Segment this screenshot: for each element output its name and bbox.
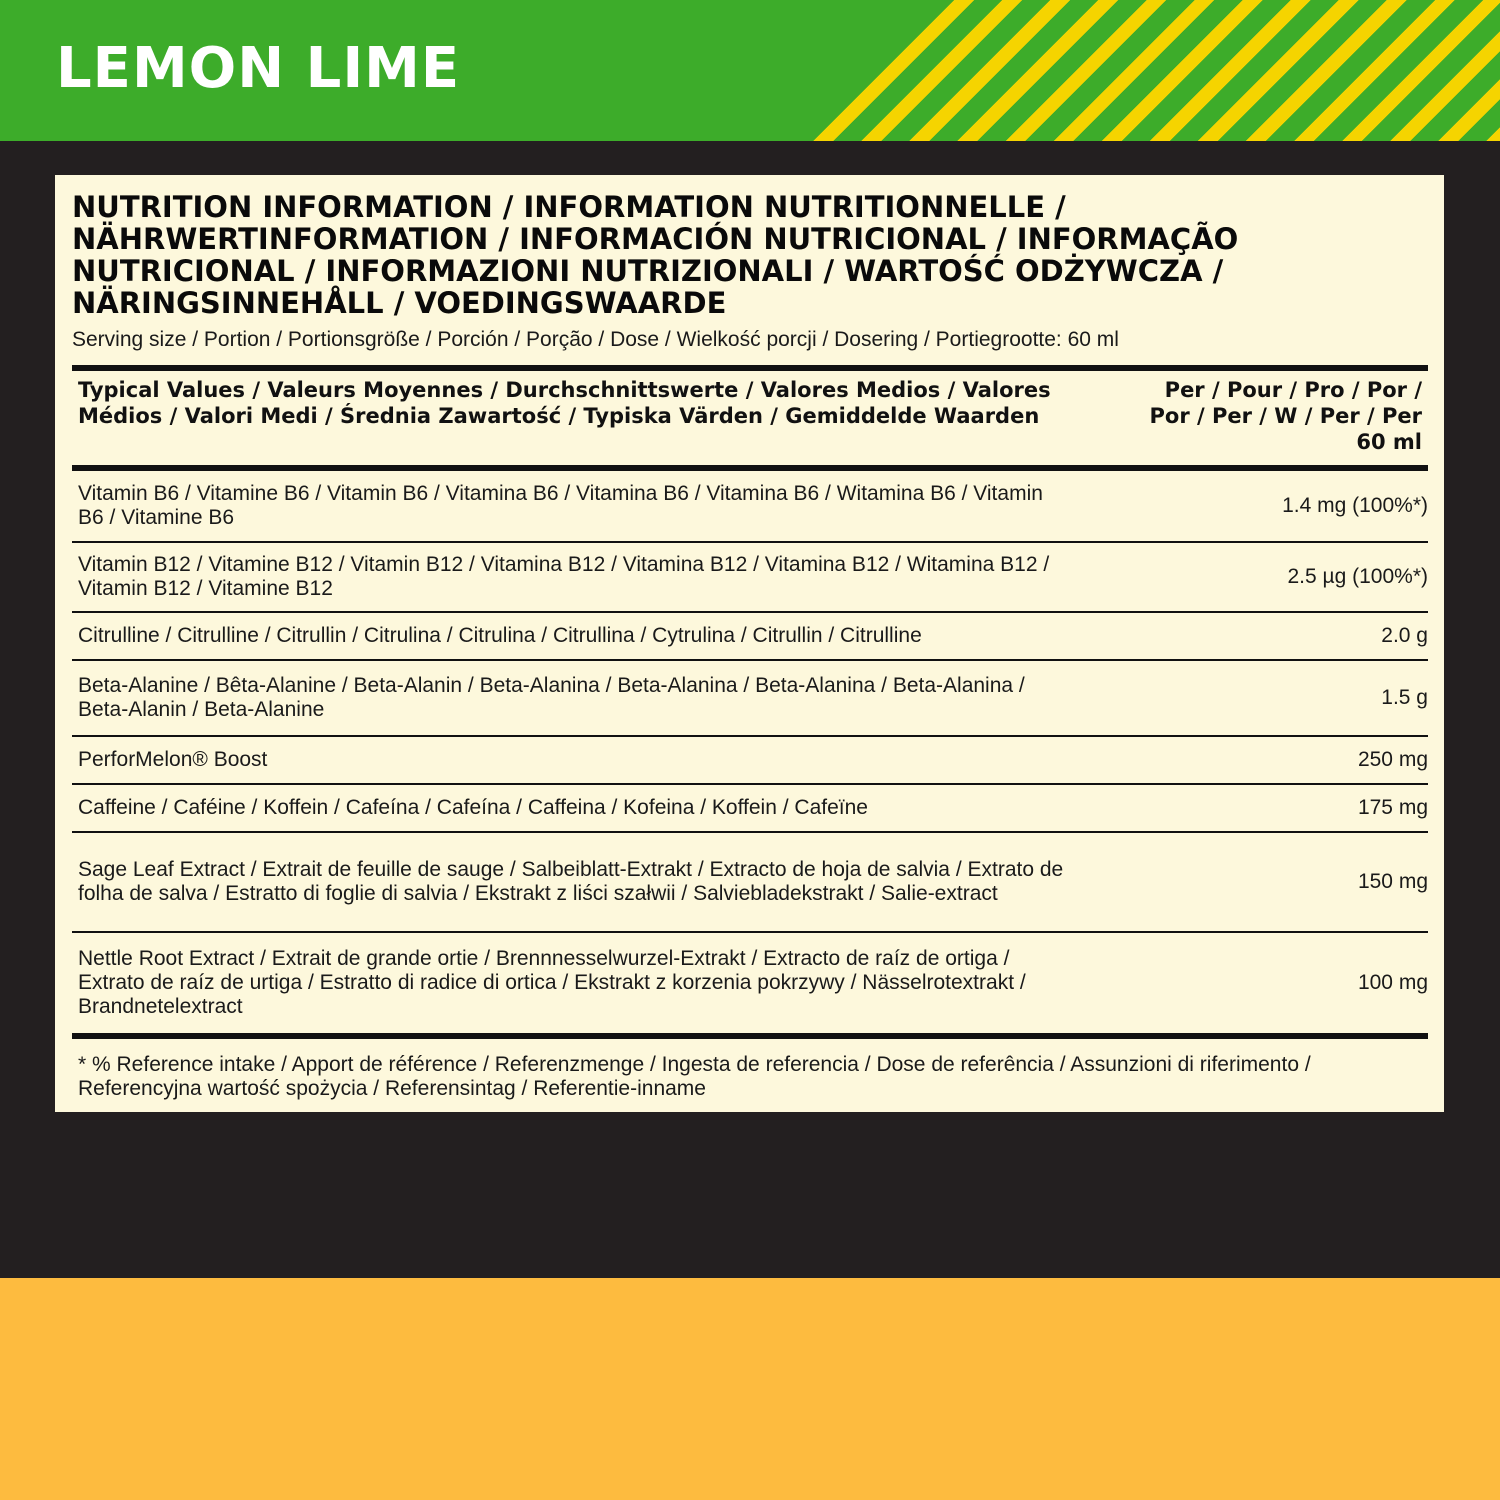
table-row xyxy=(72,543,1428,613)
nutrient-name: PerforMelon® Boost xyxy=(78,748,268,771)
table-row xyxy=(72,833,1428,933)
nutrient-value: 2.0 g xyxy=(1381,624,1428,647)
nutrition-heading: NUTRITION INFORMATION / INFORMATION NUTRITIONNELLE / NÄHRWERTINFORMATION / INFORMACIÓN NUTRICIONAL / INFORMAÇÃO NUTRICIONAL / INFORMAZIONI NUTRIZIONALI / WARTOŚĆ ODŻYWCZA / NÄRINGSINNEHÅLL / VOEDINGSWAARDE xyxy=(72,190,1239,320)
diagonal-stripes-decoration xyxy=(810,0,1500,141)
nutrient-value: 2.5 µg (100%*) xyxy=(1287,565,1428,588)
nutrient-name: Vitamin B6 / Vitamine B6 / Vitamin B6 / Vitamina B6 / Vitamina B6 / Vitamina B6 / Witamina B6 / Vitamin B6 / Vitamine B6 xyxy=(78,482,1043,529)
table-row xyxy=(72,933,1428,1033)
header-per-serving: Per / Pour / Pro / Por / Por / Per / W / Per / Per 60 ml xyxy=(1149,378,1422,454)
nutrient-value: 1.5 g xyxy=(1381,686,1428,709)
table-row xyxy=(72,613,1428,661)
table-row xyxy=(72,661,1428,737)
nutrient-name: Citrulline / Citrulline / Citrullin / Citrulina / Citrulina / Citrullina / Cytrulina / Citrullin / Citrulline xyxy=(78,624,922,647)
nutrient-name: Nettle Root Extract / Extrait de grande ortie / Brennnesselwurzel-Extrakt / Extracto de raíz de ortiga / Extrato de raíz de urtiga / Estratto di radice di ortica / Ekstrakt z korzenia pokrzywy / Nässelrotextrakt / Brandnetelextract xyxy=(78,947,1026,1018)
nutrient-name: Vitamin B12 / Vitamine B12 / Vitamin B12 / Vitamina B12 / Vitamina B12 / Vitamina B12 / Witamina B12 / Vitamin B12 / Vitamine B12 xyxy=(78,553,1050,600)
nutrient-value: 250 mg xyxy=(1357,748,1428,771)
table-row xyxy=(72,737,1428,785)
nutrition-panel xyxy=(55,175,1444,1112)
serving-size: Serving size / Portion / Portionsgröße / Porción / Porção / Dose / Wielkość porcji / Dosering / Portiegrootte: 60 ml xyxy=(72,328,1119,351)
table-header xyxy=(72,371,1428,471)
nutrient-name: Beta-Alanine / Bêta-Alanine / Beta-Alanin / Beta-Alanina / Beta-Alanina / Beta-Alanina / Beta-Alanina / Beta-Alanin / Beta-Alanine xyxy=(78,674,1025,721)
nutrient-value: 100 mg xyxy=(1357,971,1428,994)
reference-intake-footnote: * % Reference intake / Apport de référence / Referenzmenge / Ingesta de referencia / Dose de referência / Assunzioni di riferimento / Referencyjna wartość spożycia / Referensintag / Referentie-inname xyxy=(78,1053,1311,1100)
nutrient-value: 1.4 mg (100%*) xyxy=(1282,494,1428,517)
flavor-title: LEMON LIME xyxy=(56,36,461,101)
nutrient-value: 175 mg xyxy=(1357,796,1428,819)
header-typical-values: Typical Values / Valeurs Moyennes / Durchschnittswerte / Valores Medios / Valores Médios / Valori Medi / Średnia Zawartość / Typiska Värden / Gemiddelde Waarden xyxy=(78,378,1051,428)
nutrient-value: 150 mg xyxy=(1357,870,1428,893)
nutrient-name: Caffeine / Caféine / Koffein / Cafeína / Cafeína / Caffeina / Kofeina / Koffein / Cafeïne xyxy=(78,796,868,819)
orange-background xyxy=(0,1278,1500,1500)
table-row xyxy=(72,471,1428,543)
flavor-banner xyxy=(0,0,1500,141)
table-row xyxy=(72,785,1428,833)
nutrient-name: Sage Leaf Extract / Extrait de feuille de sauge / Salbeiblatt-Extrakt / Extracto de hoja de salvia / Extrato de folha de salva / Estratto di foglie di salvia / Ekstrakt z liści szałwii / Salviebladekstrakt / Salie-extract xyxy=(78,858,1064,905)
nutrition-table xyxy=(72,365,1428,1039)
